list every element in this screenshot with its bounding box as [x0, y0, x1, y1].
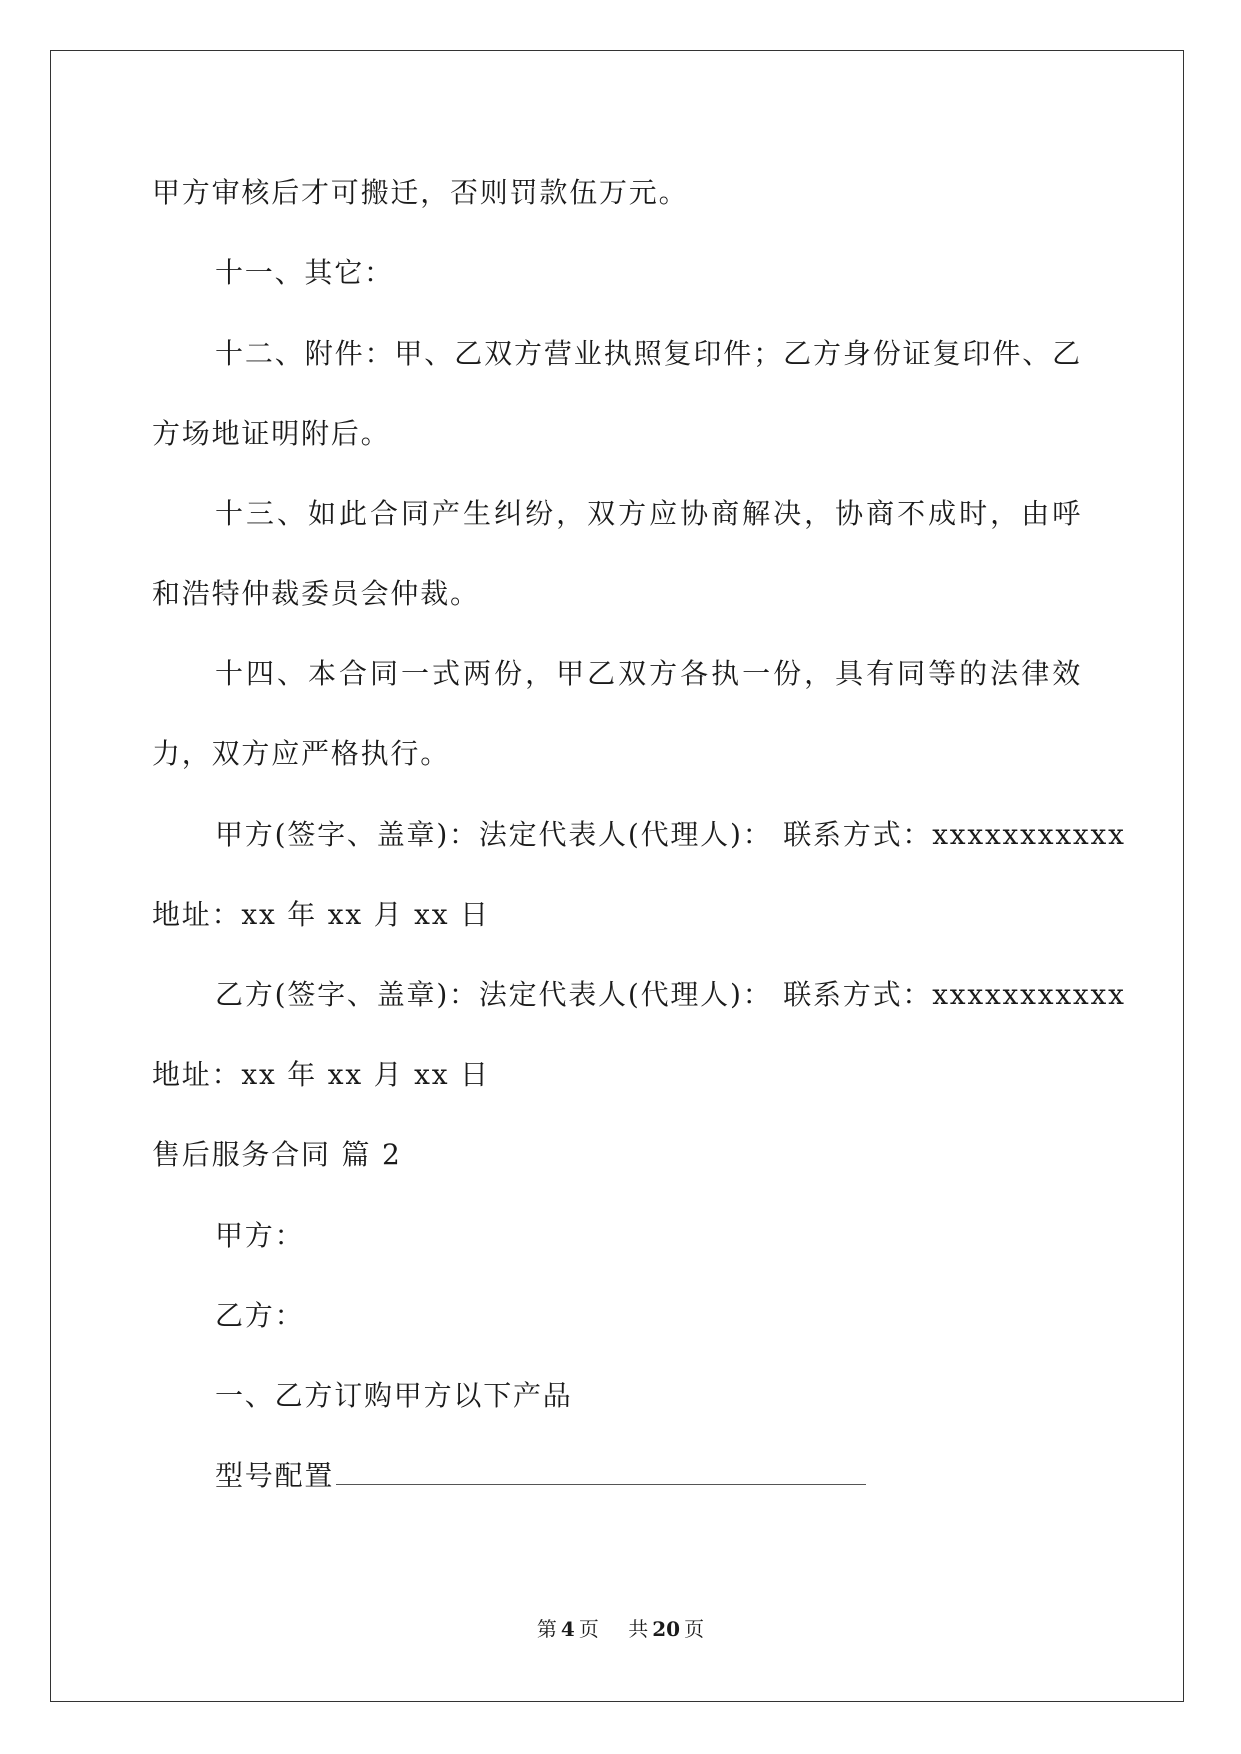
total-suffix: 页 — [684, 1617, 705, 1641]
page-suffix: 页 — [578, 1617, 599, 1641]
total-pages: 20 — [652, 1617, 681, 1641]
page-number: 4 — [560, 1617, 575, 1641]
party-b-label: 乙方： — [215, 1299, 305, 1332]
party-a-label: 甲方： — [215, 1219, 305, 1252]
page-border — [50, 50, 1184, 1702]
clause-1: 一、乙方订购甲方以下产品 — [215, 1379, 573, 1412]
party-a-signature: 甲方(签字、盖章)：法定代表人(代理人)： 联系方式：xxxxxxxxxxx — [215, 818, 1126, 851]
section-heading: 售后服务合同 篇 2 — [152, 1138, 402, 1171]
model-config-field — [215, 1458, 866, 1494]
paragraph-line: 力，双方应严格执行。 — [152, 737, 451, 770]
clause-13: 十三、如此合同产生纠纷，双方应协商解决，协商不成时，由呼 — [215, 497, 1082, 530]
page-footer — [0, 1616, 1241, 1642]
clause-12: 十二、附件：甲、乙双方营业执照复印件；乙方身份证复印件、乙 — [215, 337, 1082, 370]
party-b-signature: 乙方(签字、盖章)：法定代表人(代理人)： 联系方式：xxxxxxxxxxx — [215, 978, 1126, 1011]
page-prefix: 第 — [536, 1617, 557, 1641]
paragraph-line: 甲方审核后才可搬迁，否则罚款伍万元。 — [152, 176, 689, 209]
fill-in-blank — [336, 1458, 866, 1485]
party-a-address-date: 地址：xx 年 xx 月 xx 日 — [152, 898, 490, 931]
paragraph-line: 和浩特仲裁委员会仲裁。 — [152, 577, 480, 610]
party-b-address-date: 地址：xx 年 xx 月 xx 日 — [152, 1058, 490, 1091]
paragraph-line: 方场地证明附后。 — [152, 417, 391, 450]
clause-11: 十一、其它： — [215, 256, 394, 289]
model-config-label: 型号配置 — [215, 1459, 335, 1492]
total-prefix: 共 — [628, 1617, 649, 1641]
clause-14: 十四、本合同一式两份，甲乙双方各执一份，具有同等的法律效 — [215, 657, 1082, 690]
